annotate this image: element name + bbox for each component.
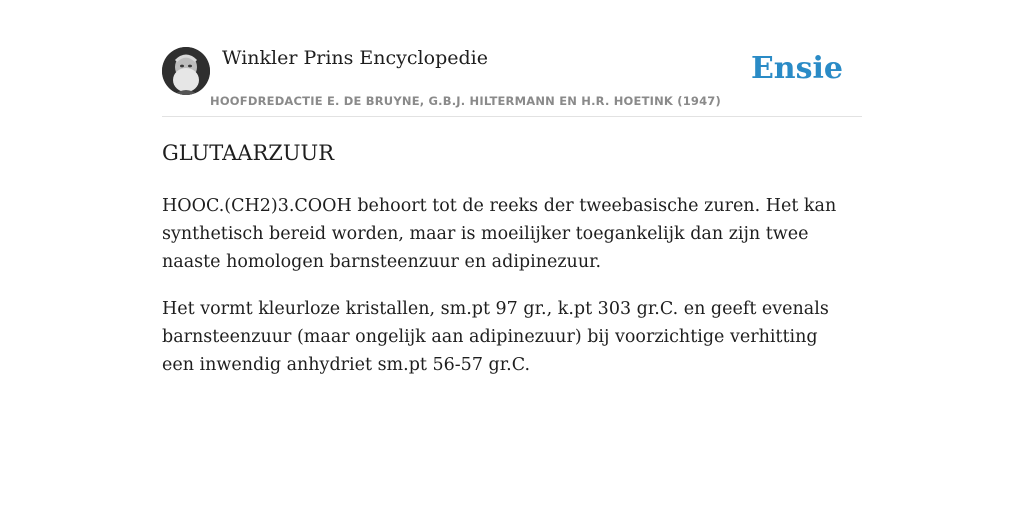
entry-title: GLUTAARZUUR (162, 141, 335, 165)
portrait-avatar-icon (162, 47, 210, 95)
entry-body (162, 192, 852, 398)
editors-credit: HOOFDREDACTIE E. DE BRUYNE, G.B.J. HILTERMANN EN H.R. HOETINK (1947) (210, 94, 721, 108)
ensie-logo-link[interactable]: Ensie (750, 51, 843, 86)
source-header (162, 46, 862, 117)
source-title[interactable]: Winkler Prins Encyclopedie (222, 47, 488, 69)
entry-paragraph: HOOC.(CH2)3.COOH behoort tot de reeks der tweebasische zuren. Het kan synthetisch bereid worden, maar is moeilijker toegankelijk dan zijn twee naaste homologen barnsteenzuur en adipinezuur. (162, 196, 837, 272)
entry-paragraph: Het vormt kleurloze kristallen, sm.pt 97 gr., k.pt 303 gr.C. en geeft evenals barnsteenzuur (maar ongelijk aan adipinezuur) bij voorzichtige verhitting een inwendig anhydriet sm.pt 56-57 gr.C. (162, 299, 829, 375)
